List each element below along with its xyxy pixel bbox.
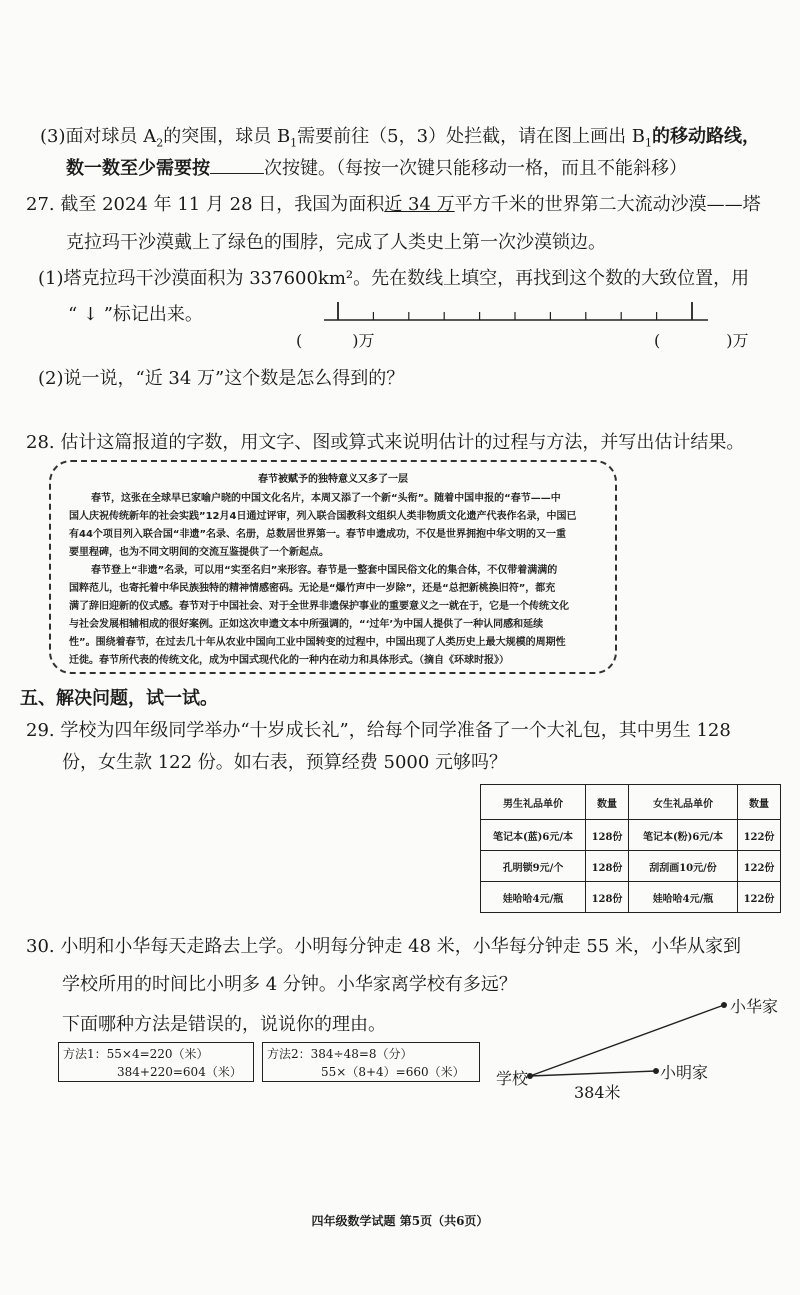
number-line[interactable] (320, 296, 720, 330)
article-line: 春节，这张在全球早已家喻户晓的中国文化名片，本周又添了一个新“头衔”。随着中国申报的“春节——中 (91, 493, 561, 504)
article-line: 国人庆祝传统新年的社会实践”12月4日通过评审，列入联合国教科文组织人类非物质文化遗产代表作名录，中国已 (69, 511, 577, 522)
article-line: 国粹范儿，也寄托着中华民族独特的精神情感密码。无论是“爆竹声中一岁除”，还是“总把新桃换旧符”，都充 (69, 583, 556, 594)
table-cell: 娃哈哈4元/瓶 (481, 882, 586, 913)
q27-line1: 27. 截至 2024 年 11 月 28 日，我国为面积近 34 万平方千米的世界第二大流动沙漠——塔 (26, 194, 761, 215)
label-school: 学校 (496, 1069, 529, 1088)
label-distance: 384米 (574, 1083, 621, 1102)
article-line: 迁徙。春节所代表的传统文化，成为中国式现代化的一种内在动力和具体形式。（摘自《环球时报》） (69, 655, 509, 666)
q29-line1: 29. 学校为四年级同学举办“十岁成长礼”，给每个同学准备了一个大礼包，其中男生 128 (26, 720, 731, 741)
table-cell: 128份 (586, 820, 629, 851)
table-cell: 笔记本(蓝)6元/本 (481, 820, 586, 851)
col-header: 女生礼品单价 (629, 785, 738, 820)
article-title: 春节被赋予的独特意义又多了一层 (258, 474, 408, 485)
article-line: 性”。围绕着春节，在过去几十年从农业中国向工业中国转变的过程中，中国出现了人类历史上最大规模的周期性 (69, 637, 566, 648)
col-header: 数量 (738, 785, 781, 820)
article-line: 与社会发展相辅相成的很好案例。正如这次申遗文本中所强调的，“‘过年’为中国人提供了一种认同感和延续 (69, 619, 544, 630)
q30-line2: 学校所用的时间比小明多 4 分钟。小华家离学校有多远？ (62, 974, 517, 995)
q26-part3-line1: (3)面对球员 $A_2$的突围，球员 $B_1$需要前往（5，3）处拦截，请在图上画出 $B_1$的移动路线， (40, 126, 761, 150)
method1-box (58, 1042, 254, 1082)
table-cell: 122份 (738, 820, 781, 851)
section-title: 五、解决问题，试一试。 (20, 688, 218, 709)
q30-line3: 下面哪种方法是错误的，说说你的理由。 (62, 1014, 386, 1035)
q30-line1: 30. 小明和小华每天走路去上学。小明每分钟走 48 米，小华每分钟走 55 米，小华从家到 (26, 936, 742, 957)
q27-part1-line1: (1)塔克拉玛干沙漠面积为 337600km²。先在数线上填空，再找到这个数的大致位置，用 (38, 268, 750, 289)
table-cell: 笔记本(粉)6元/本 (629, 820, 738, 851)
col-header: 男生礼品单价 (481, 785, 586, 820)
answer-blank[interactable] (210, 159, 264, 174)
method2-line1: 方法2：384÷48=8（分） (267, 1047, 413, 1061)
method1-line1: 方法1：55×4=220（米） (63, 1047, 209, 1061)
numline-left-label[interactable]: ( )万 (296, 331, 375, 350)
article-line: 满了辞旧迎新的仪式感。春节对于中国社会、对于全世界非遗保护事业的重要意义之一就在于，它是一个传统文化 (69, 601, 569, 612)
article-line: 春节登上“非遗”名录，可以用“实至名归”来形容。春节是一整套中国民俗文化的集合体，不仅带着满满的 (91, 565, 558, 576)
table-cell: 128份 (586, 851, 629, 882)
col-header: 数量 (586, 785, 629, 820)
article-line: 要里程碑，也为不同文明间的交流互鉴提供了一个新起点。 (69, 547, 329, 558)
table-row (481, 882, 781, 913)
method2-line2: 55×（8+4）=660（米） (321, 1065, 465, 1079)
method2-box (262, 1042, 480, 1082)
table-cell: 122份 (738, 851, 781, 882)
label-xiaoming-home: 小明家 (660, 1063, 709, 1082)
q27-part1-line2: “ ↓ ”标记出来。 (68, 304, 203, 325)
label-xiaohua-home: 小华家 (730, 997, 779, 1016)
numline-right-label[interactable]: ( )万 (654, 331, 749, 350)
q27-line2: 克拉玛干沙漠戴上了绿色的围脖，完成了人类史上第一次沙漠锁边。 (66, 232, 606, 253)
table-header-row (481, 785, 781, 820)
gift-price-table (480, 784, 781, 913)
table-cell: 128份 (586, 882, 629, 913)
q28-stem: 28. 估计这篇报道的字数，用文字、图或算式来说明估计的过程与方法，并写出估计结果。 (26, 432, 745, 453)
news-article-box (49, 460, 617, 674)
table-row (481, 820, 781, 851)
page-footer: 四年级数学试题 第5页（共6页） (311, 1214, 489, 1228)
q29-line2: 份，女生款 122 份。如右表，预算经费 5000 元够吗？ (62, 752, 508, 773)
table-cell: 孔明锁9元/个 (481, 851, 586, 882)
q27-part2: (2)说一说，“近 34 万”这个数是怎么得到的？ (38, 368, 405, 389)
table-cell: 娃哈哈4元/瓶 (629, 882, 738, 913)
q26-part3-line2: 数一数至少需要按 次按键。（每按一次键只能移动一格，而且不能斜移） (66, 158, 687, 179)
article-line: 有44个项目列入联合国“非遗”名录、名册，总数居世界第一。春节申遗成功，不仅是世界拥抱中华文明的又一重 (69, 529, 567, 540)
table-row (481, 851, 781, 882)
method1-line2: 384+220=604（米） (117, 1065, 242, 1079)
table-cell: 122份 (738, 882, 781, 913)
table-cell: 刮刮画10元/份 (629, 851, 738, 882)
